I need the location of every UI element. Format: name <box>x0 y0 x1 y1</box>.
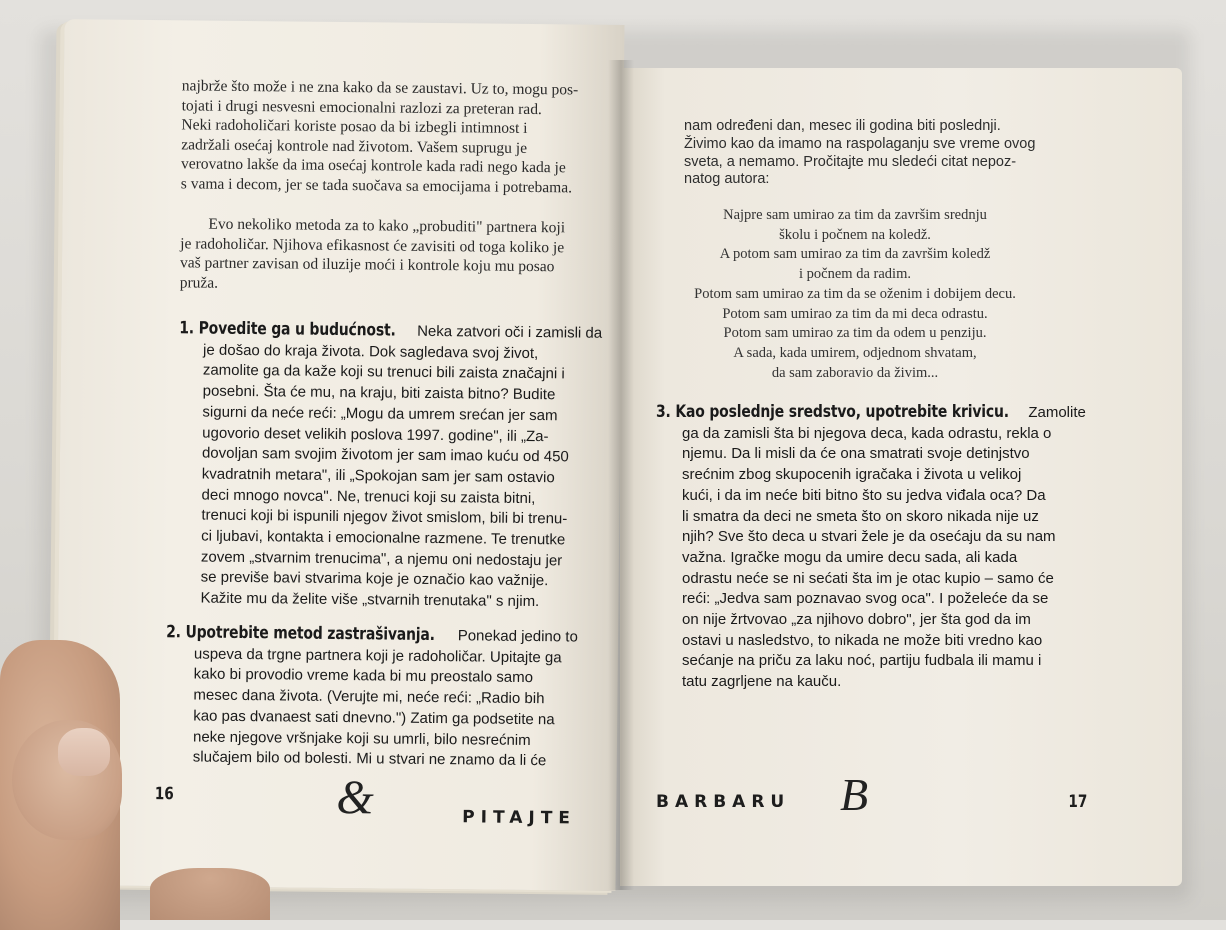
item-heading: 3. Kao poslednje sredstvo, upotrebite krivicu. <box>656 402 1009 422</box>
text-line: Ponekad jedino to <box>457 627 578 646</box>
text-line: je došao do kraja života. Dok sagledava svoj život, <box>203 341 539 362</box>
quote-line: A sada, kada umirem, odjednom shvatam, <box>733 344 977 361</box>
quote-line: Potom sam umirao za tim da mi deca odrastu. <box>722 305 988 322</box>
quote-line: Potom sam umirao za tim da se oženim i dobijem decu. <box>694 285 1016 302</box>
quote-block <box>670 206 1040 383</box>
text-line: on nije žrtvovao „za njihovo dobro", jer šta god da im <box>682 611 1031 629</box>
quote-line: Potom sam umirao za tim da odem u penziju. <box>723 325 987 342</box>
text-line: Evo nekoliko metoda za to kako „probuditi" partnera koji <box>208 215 566 237</box>
text-line: se previše bavi stvarima koje je označio kao važnije. <box>200 568 549 590</box>
text-line: posebni. Šta će mu, na kraju, biti zaista bitno? Budite <box>202 382 556 404</box>
text-line: odrastu neće se ni sećati šta im je otac kupio – samo će <box>682 569 1054 587</box>
text-line: tojati i drugi nesvesni emocionalni razlozi za preteran rad. <box>181 96 542 118</box>
text-line: sećanje na priču za laku noć, partiju fudbala ili mamu i <box>682 652 1042 670</box>
text-line: verovatno lakše da ima osećaj kontrole kada radi nego kada je <box>180 155 566 177</box>
text-line: kao pas dvanaest sati dnevno.") Zatim ga podsetite na <box>193 707 555 729</box>
text-line: nam određeni dan, mesec ili godina biti poslednji. <box>684 118 1001 134</box>
text-line: Zamolite <box>1028 404 1086 421</box>
quote-line: A potom sam umirao za tim da završim koledž <box>719 246 991 263</box>
text-line: Živimo kao da imamo na raspolaganju sve vreme ovog <box>684 135 1036 152</box>
text-line: mesec dana života. (Verujte mi, neće reći: „Radio bih <box>193 686 545 708</box>
text-line: najbrže što može i ne zna kako da se zaustavi. Uz to, mogu pos- <box>181 77 579 99</box>
finger <box>150 868 270 920</box>
text-line: Neka zatvori oči i zamisli da <box>417 322 603 342</box>
text-line: zovem „stvarnim trenucima", a njemu oni nedostaju jer <box>200 548 563 570</box>
text-line: važna. Igračke mogu da umire decu sada, ali kada <box>682 548 1018 566</box>
decorative-b-ornament-icon: B <box>840 769 869 820</box>
item-heading: 2. Upotrebite metod zastrašivanja. <box>166 622 435 646</box>
text-line: je radoholičar. Njihova efikasnost će zavisiti od toga koliko je <box>180 234 565 256</box>
list-item-3 <box>656 402 1086 693</box>
text-line: ci ljubavi, kontakta i emocionalne razmene. Te trenutke <box>201 527 566 549</box>
running-head-left: PITAJTE <box>462 807 577 829</box>
list-item-1 <box>176 318 602 613</box>
text-line: trenuci koji bi ispunili njegov život smislom, bili bi trenu- <box>201 506 568 528</box>
text-line: kvadratnih metara", ili „Spokojan sam jer sam ostavio <box>201 465 555 487</box>
list-item-2 <box>165 622 578 772</box>
text-line: ugovorio deset velikih poslova 1997. godine", ili „Za- <box>202 424 549 445</box>
text-line: neke njegove vršnjake koji su umrli, bilo nesrećnim <box>192 727 531 749</box>
text-line: Neki radoholičari koriste posao da bi izbegli intimnost i <box>181 116 528 138</box>
page-number-right: 17 <box>1068 792 1088 812</box>
text-line: Kažite mu da želite više „stvarnih trenutaka" s njim. <box>200 589 540 611</box>
text-line: deci mnogo novca". Ne, trenuci koji su zaista bitni, <box>201 486 536 507</box>
right-page <box>620 68 1182 886</box>
text-line: njemu. Da li misli da će ona smatrati svoje detinjstvo <box>682 445 1030 463</box>
text-line: kući, i da im neće biti bitno što su jedva viđala oca? Da <box>682 486 1046 504</box>
text-line: kako bi provodio vreme kada bi mu preostalo samo <box>193 665 534 687</box>
quote-line: Najpre sam umirao za tim da završim srednju <box>723 207 987 223</box>
quote-line: i počnem da radim. <box>799 266 911 283</box>
item-heading: 1. Povedite ga u budućnost. <box>179 318 396 341</box>
text-line: uspeva da trgne partnera koji je radoholičar. Upitajte ga <box>193 645 562 667</box>
text-line: njih? Sve što deca u stvari žele je da osećaju da su nam <box>682 528 1056 546</box>
left-paragraph-1 <box>181 76 579 198</box>
quote-line: školu i počnem na koledž. <box>779 226 931 243</box>
text-line: dovoljan sam svojim životom jer sam imao kuću od 450 <box>201 444 569 466</box>
text-line: ostavi u nasledstvo, to nikada ne može biti vredno kao <box>682 631 1043 649</box>
quote-line: da sam zaboravio da živim... <box>771 364 939 381</box>
ampersand-ornament-icon: & <box>336 770 375 825</box>
book-gutter <box>608 60 634 890</box>
right-paragraph-1 <box>684 118 1035 189</box>
text-line: srećnim zbog skupocenih igračaka i života u velikoj <box>682 466 1022 484</box>
text-line: tatu zagrljene na kauču. <box>682 673 842 691</box>
text-line: s vama i decom, jer se tada suočava sa emocijama i potrebama. <box>180 175 573 197</box>
text-line: natog autora: <box>684 171 770 188</box>
text-line: sveta, a nemamo. Pročitajte mu sledeći citat nepoz- <box>684 153 1017 170</box>
left-paragraph-2 <box>180 214 566 296</box>
text-line: slučajem bilo od bolesti. Mi u stvari ne znamo da li će <box>192 748 547 770</box>
text-line: li smatra da deci ne smeta što on skoro nikada nije uz <box>682 507 1039 525</box>
thumbnail <box>58 728 110 776</box>
page-number-left: 16 <box>154 784 174 805</box>
text-line: ga da zamisli šta bi njegova deca, kada odrastu, rekla o <box>682 424 1052 442</box>
text-line: zamolite ga da kaže koji su trenuci bili zaista značajni i <box>202 361 565 383</box>
running-head-right: BARBARU <box>656 792 791 812</box>
text-line: vaš partner zavisan od iluzije moći i kontrole koju mu posao <box>179 254 555 276</box>
text-line: sigurni da neće reći: „Mogu da umrem srećan jer sam <box>202 403 558 425</box>
left-page <box>55 19 624 891</box>
text-line: zadržali osećaj kontrole nad životom. Vašem suprugu je <box>181 136 528 157</box>
text-line: pruža. <box>179 274 219 292</box>
text-line: reći: „Jedva sam poznavao svog oca". I poželeće da se <box>682 590 1049 608</box>
